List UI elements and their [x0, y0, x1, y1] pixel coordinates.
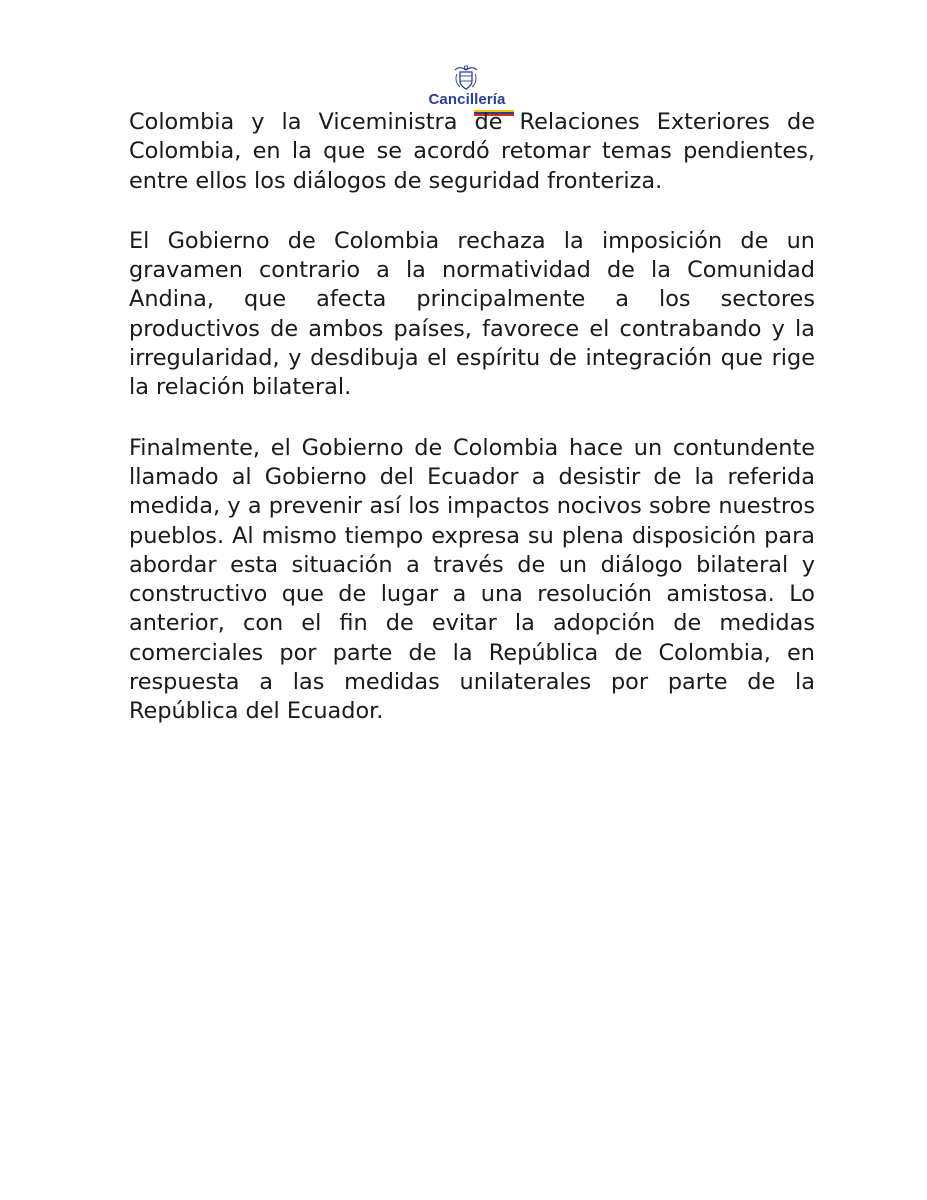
paragraph: Colombia y la Viceministra de Relaciones Exteriores de Colombia, en la que se acordó retomar temas pendientes, entre ellos los diálogos de seguridad fronteriza.	[129, 109, 815, 194]
paragraph: Finalmente, el Gobierno de Colombia hace un contundente llamado al Gobierno del Ecuador a desistir de la referida medida, y a prevenir así los impactos nocivos sobre nuestros pueblos. Al mismo tiempo expresa su plena disposición para abordar esta situación a través de un diálogo bilateral y constructivo que de lugar a una resolución amistosa. Lo anterior, con el fin de evitar la adopción de medidas comerciales por parte de la República de Colombia, en respuesta a las medidas unilaterales por parte de la República del Ecuador.	[129, 434, 815, 725]
logo-wordmark: Cancillería	[428, 91, 506, 108]
document-body	[129, 108, 815, 758]
coat-of-arms-icon	[452, 64, 480, 92]
paragraph: El Gobierno de Colombia rechaza la imposición de un gravamen contrario a la normatividad de la Comunidad Andina, que afecta principalmente a los sectores productivos de ambos países, favorece el contrabando y la irregularidad, y desdibuja el espíritu de integración que rige la relación bilateral.	[129, 227, 815, 401]
